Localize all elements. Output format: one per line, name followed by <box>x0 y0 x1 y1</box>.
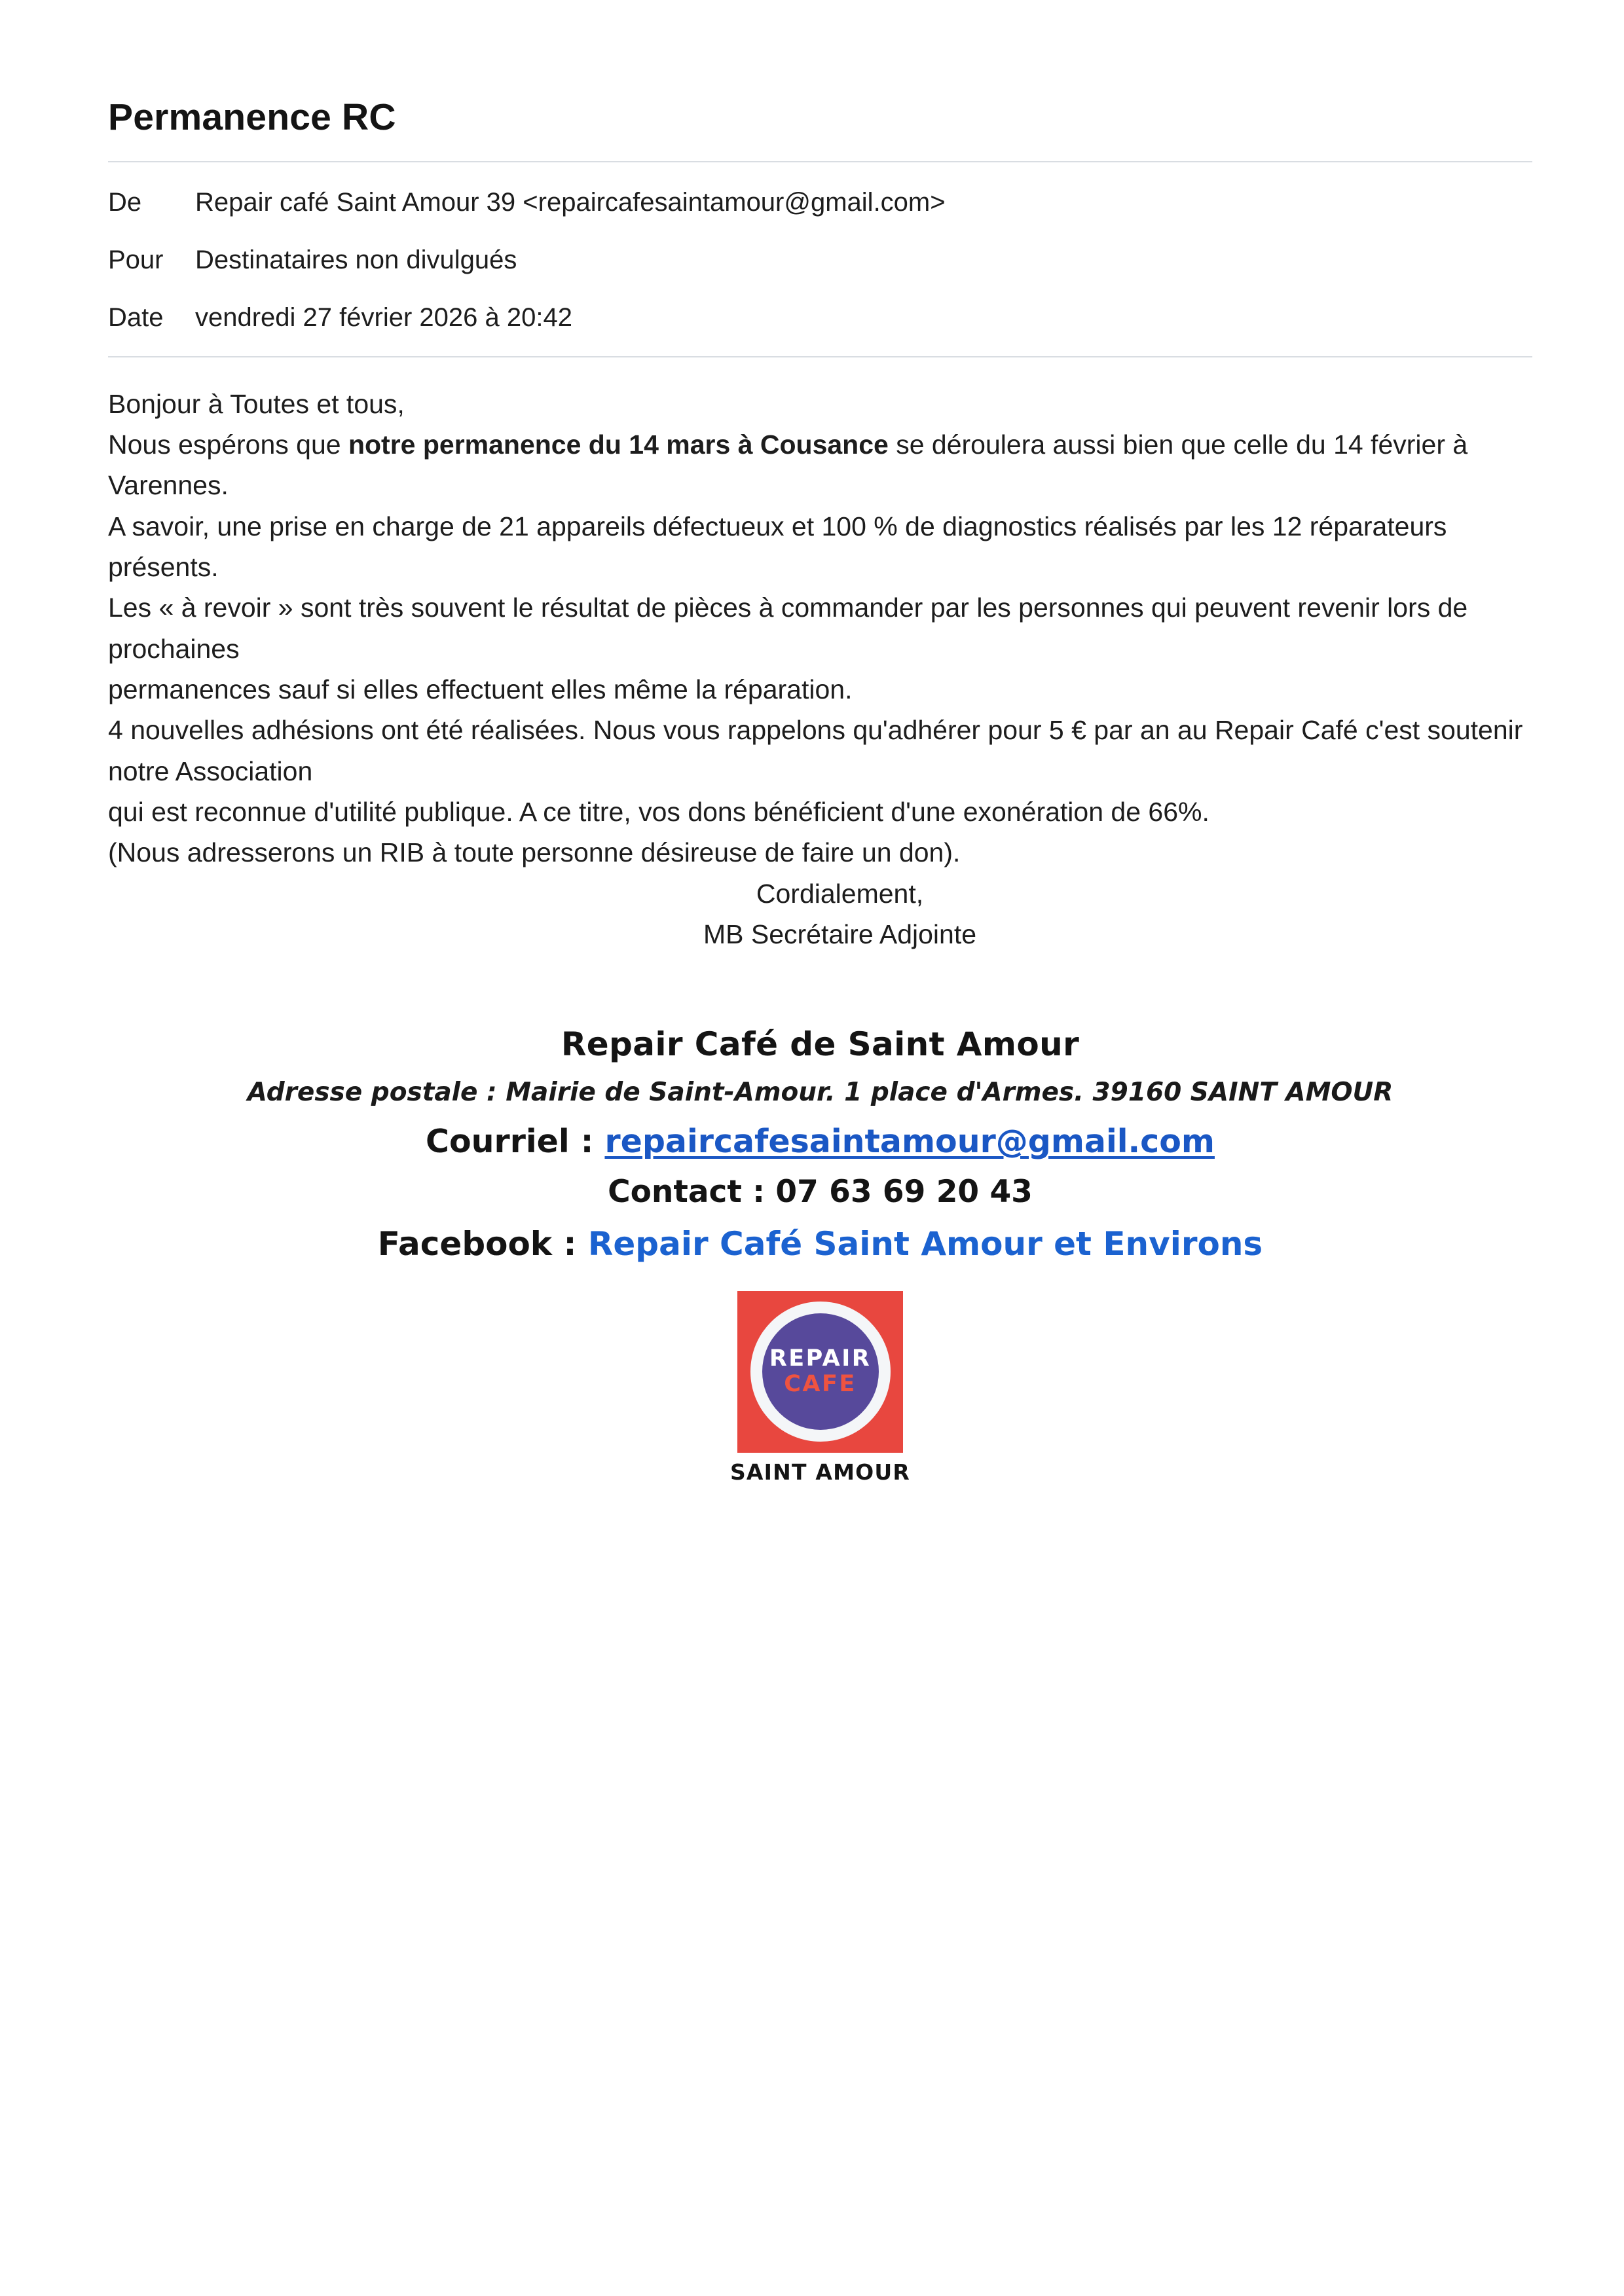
org-contact-label: Contact : <box>608 1174 776 1211</box>
body-paragraph-adhesions: 4 nouvelles adhésions ont été réalisées. Nous vous rappelons qu'adhérer pour 5 € par an au Repair Café c'est soutenir notre Association <box>108 715 1523 786</box>
body-paragraph-stats: A savoir, une prise en charge de 21 appareils défectueux et 100 % de diagnostics réalisés par les 12 réparateurs présents. <box>108 511 1447 583</box>
logo-square-icon <box>737 1291 903 1453</box>
org-facebook-label: Facebook : <box>377 1225 588 1264</box>
org-facebook-row <box>108 1224 1532 1265</box>
org-contact-row <box>108 1173 1532 1212</box>
header-row-from <box>108 186 1532 219</box>
body-permanence-suffix: se déroulera aussi bien que celle du 14 février à Varennes. <box>108 429 1468 501</box>
body-paragraph-utilite: qui est reconnue d'utilité publique. A ce titre, vos dons bénéficient d'une exonération de 66%. <box>108 796 1209 827</box>
body-paragraph-permanences: permanences sauf si elles effectuent elles même la réparation. <box>108 674 853 705</box>
header-divider <box>108 356 1532 357</box>
body-paragraph-arevoir: Les « à revoir » sont très souvent le résultat de pièces à commander par les personnes qui peuvent revenir lors de prochaines <box>108 592 1468 664</box>
org-email-label: Courriel : <box>426 1123 605 1161</box>
header-value-to: Destinataires non divulgués <box>195 245 517 274</box>
org-email-link[interactable]: repaircafesaintamour@gmail.com <box>604 1123 1215 1161</box>
logo-word-repair: REPAIR <box>769 1345 872 1372</box>
body-paragraph-permanence <box>108 424 1532 506</box>
document-sheet <box>108 98 1532 1485</box>
logo-caption-saint-amour: SAINT AMOUR <box>729 1459 911 1485</box>
org-email-row <box>108 1121 1532 1161</box>
body-closing: Cordialement, <box>756 878 924 909</box>
header-row-date <box>108 301 1532 334</box>
signature-block <box>108 1025 1532 1485</box>
email-header-meta <box>108 186 1532 334</box>
title-divider <box>108 161 1532 162</box>
body-permanence-highlight: notre permanence du 14 mars à Cousance <box>348 429 889 460</box>
org-name: Repair Café de Saint Amour <box>561 1025 1080 1064</box>
email-body <box>108 384 1532 955</box>
header-value-from: Repair café Saint Amour 39 <repaircafesaintamour@gmail.com> <box>195 187 946 217</box>
body-signer: MB Secrétaire Adjointe <box>703 919 977 949</box>
logo-ring-icon <box>750 1302 891 1442</box>
body-permanence-prefix: Nous espérons que <box>108 429 348 460</box>
org-postal-address: Adresse postale : Mairie de Saint-Amour. 1 place d'Armes. 39160 SAINT AMOUR <box>247 1078 1393 1108</box>
body-greeting: Bonjour à Toutes et tous, <box>108 388 405 419</box>
org-contact-value: 07 63 69 20 43 <box>775 1174 1033 1211</box>
org-facebook-link[interactable]: Repair Café Saint Amour et Environs <box>587 1225 1263 1264</box>
header-row-to <box>108 244 1532 276</box>
repair-cafe-logo <box>108 1291 1532 1485</box>
page-title: Permanence RC <box>108 96 396 138</box>
header-label-date: Date <box>108 302 164 332</box>
logo-word-cafe: CAFE <box>784 1371 857 1398</box>
header-label-from: De <box>108 187 142 217</box>
header-value-date: vendredi 27 février 2026 à 20:42 <box>195 302 572 332</box>
header-label-to: Pour <box>108 245 164 274</box>
logo-disc-icon <box>762 1313 879 1430</box>
body-paragraph-rib: (Nous adresserons un RIB à toute personne désireuse de faire un don). <box>108 837 961 868</box>
